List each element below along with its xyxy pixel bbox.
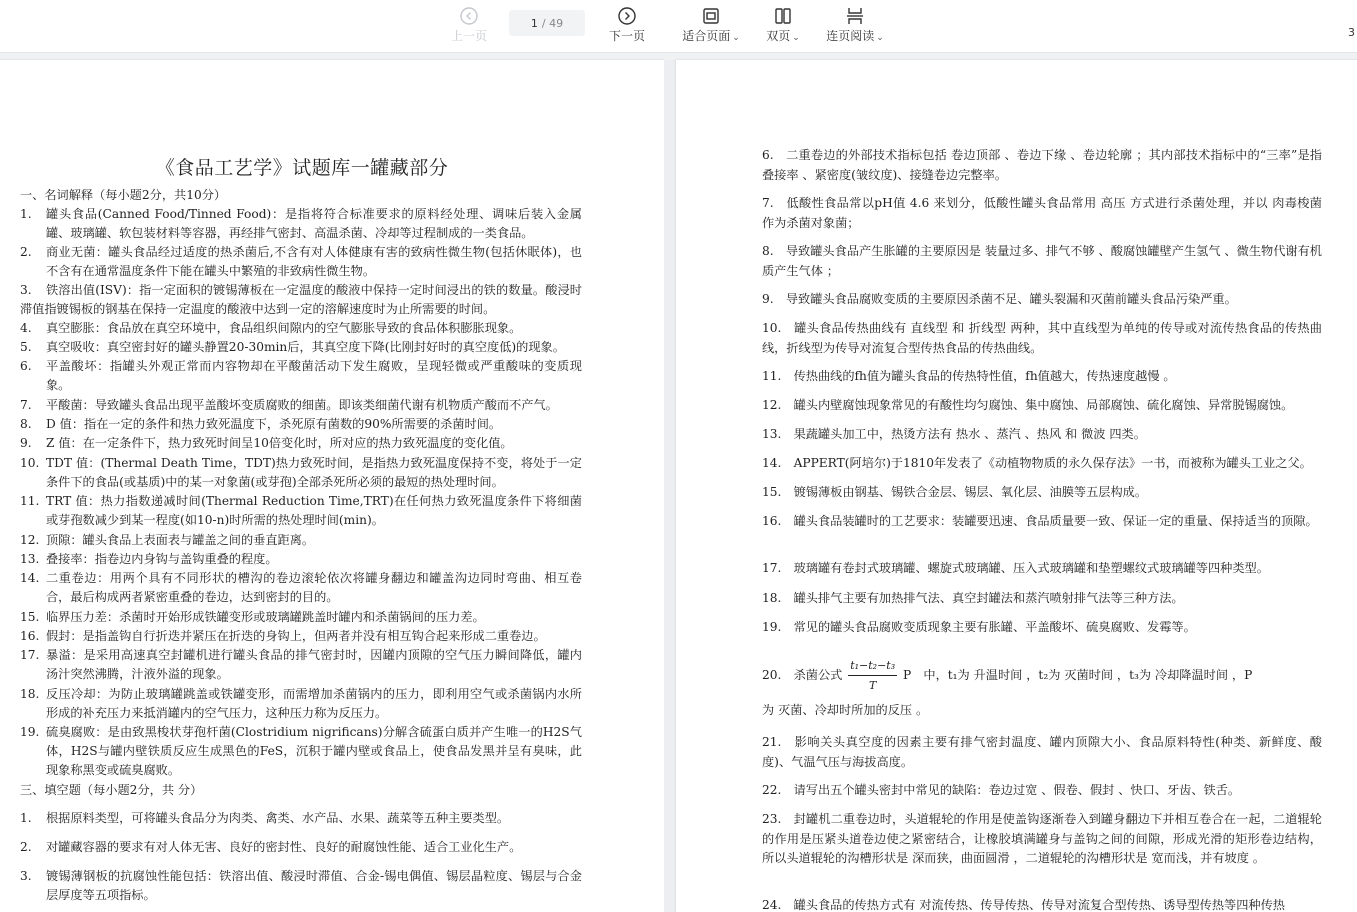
section-heading-fill-in: 三、填空题（每小题2分，共 分）	[20, 783, 203, 797]
fill-in-item: 1. 根据原料类型，可将罐头食品分为肉类、禽类、水产品、水果、蔬菜等五种主要类型。	[20, 811, 510, 825]
next-page-label: 下一页	[608, 29, 645, 43]
definition-item: 14. 二重卷边：用两个具有不同形状的槽沟的卷边滚轮依次将罐身翻边和罐盖沟边同时弯曲、相互卷合，最后构成两者紧密重叠的卷边，达到密封的目的。	[20, 571, 582, 604]
fit-page-dropdown[interactable]	[679, 4, 743, 48]
fill-in-item: 11. 传热曲线的fh值为罐头食品的传热特性值，fh值越大，传热速度越慢 。	[762, 369, 1176, 383]
fill-in-item: 22. 请写出五个罐头密封中常见的缺陷：卷边过宽 、假卷、假封 、快口、牙齿、铁舌。	[762, 783, 1241, 797]
chevron-down-icon: ⌄	[732, 33, 740, 43]
definition-item: 12. 顶隙：罐头食品上表面表与罐盖之间的垂直距离。	[20, 533, 315, 547]
double-page-label: 双页	[766, 29, 791, 43]
page-gutter	[664, 60, 676, 912]
definition-item: 16. 假封：是指盖钩自行折迭并紧压在折迭的身钩上，但两者并没有相互钩合起来形成二重卷边。	[20, 629, 546, 643]
fill-in-item: 14. APPERT(阿培尔)于1810年发表了《动植物物质的永久保存法》一书，而被称为罐头工业之父。	[762, 456, 1312, 470]
definition-item: 4. 真空膨胀：食品放在真空环境中，食品组织间隙内的空气膨胀导致的食品体积膨胀现象。	[20, 321, 522, 335]
formula-numerator: t₁−t₂−t₃	[848, 656, 897, 676]
toolbar-edge-mark: 3	[1348, 26, 1355, 39]
formula-line2: 为 灭菌、冷却时所加的反压 。	[762, 703, 929, 717]
definition-item: 18. 反压冷却：为防止玻璃罐跳盖或铁罐变形，而需增加杀菌锅内的压力，即利用空气或杀菌锅内水所形成的补充压力来抵消罐内的空气压力，这种压力称为反压力。	[20, 687, 582, 720]
fill-in-item: 19. 常见的罐头食品腐败变质现象主要有胀罐、平盖酸坏、硫臭腐败、发霉等。	[762, 620, 1196, 634]
fit-page-label: 适合页面	[682, 29, 731, 43]
fill-in-item: 16. 罐头食品装罐时的工艺要求：装罐要迅速、食品质量要一致、保证一定的重量、保持适当的顶隙。	[762, 514, 1318, 528]
continuous-read-label: 连页阅读	[826, 29, 875, 43]
definition-item: 5. 真空吸收：真空密封好的罐头静置20-30min后，其真空度下降(比刚封好时的真空度低)的现象。	[20, 340, 565, 354]
continuous-scroll-icon	[845, 6, 865, 26]
fill-in-item: 21. 影响关头真空度的因素主要有排气密封温度、罐内顶隙大小、食品原料特性(种类、新鲜度、酸度)、气温气压与海拔高度。	[762, 735, 1322, 769]
continuous-read-dropdown[interactable]	[822, 4, 888, 48]
total-pages: / 49	[541, 16, 564, 30]
fill-in-item: 8. 导致罐头食品产生胀罐的主要原因是 装量过多、排气不够 、酸腐蚀罐壁产生氢气 、微生物代谢有机质产生气体 ；	[762, 244, 1322, 278]
fill-in-item: 13. 果蔬罐头加工中，热烫方法有 热水 、蒸汽 、热风 和 微波 四类。	[762, 427, 1146, 441]
page-number-box[interactable]	[509, 10, 585, 36]
section-heading-definitions: 一、名词解释（每小题2分，共10分）	[20, 188, 227, 202]
fill-in-item: 7. 低酸性食品常以pH值 4.6 来划分，低酸性罐头食品常用 高压 方式进行杀菌处理，并以 肉毒梭菌 作为杀菌对象菌；	[762, 196, 1322, 230]
document-page-right	[676, 60, 1357, 912]
document-page-left	[0, 60, 664, 912]
viewer-toolbar	[0, 0, 1357, 53]
fill-in-item: 17. 玻璃罐有卷封式玻璃罐、螺旋式玻璃罐、压入式玻璃罐和垫塑螺纹式玻璃罐等四种类型。	[762, 561, 1269, 575]
chevron-down-icon: ⌄	[876, 33, 884, 43]
definition-item: 8. D 值：指在一定的条件和热力致死温度下，杀死原有菌数的90%所需要的杀菌时间。	[20, 417, 502, 431]
definition-item: 6. 平盖酸坏：指罐头外观正常而内容物却在平酸菌活动下发生腐败，呈现轻微或严重酸味的变质现象。	[20, 359, 582, 392]
definition-item: 11. TRT 值：热力指数递减时间(Thermal Reduction Time,TRT)在任何热力致死温度条件下将细菌或芽孢数减少到某一程度(如10-n)时所需的热处理时间(min)。	[20, 494, 582, 527]
sterilization-formula-item	[762, 656, 1322, 720]
prev-page-label: 上一页	[450, 29, 487, 43]
fill-in-item: 15. 镀锡薄板由钢基、锡铁合金层、锡层、氧化层、油膜等五层构成。	[762, 485, 1148, 499]
formula-fraction	[848, 656, 897, 695]
definition-item: 7. 平酸菌：导致罐头食品出现平盖酸坏变质腐败的细菌。即该类细菌代谢有机物质产酸而不产气。	[20, 398, 558, 412]
chevron-up-circle-icon	[459, 6, 479, 26]
next-page-button[interactable]	[605, 4, 649, 48]
definition-item: 3. 铁溶出值(ISV)：指一定面积的镀锡薄板在一定温度的酸液中保持一定时间浸出的铁的数量。酸浸时滞值指镀锡板的钢基在保持一定温度的酸液中达到一定的溶解速度时为止所需要的时间。	[20, 283, 582, 316]
chevron-down-icon: ⌄	[792, 33, 800, 43]
double-page-icon	[773, 6, 793, 26]
definition-item: 2. 商业无菌：罐头食品经过适度的热杀菌后,不含有对人体健康有害的致病性微生物(包括休眠体)，也不含有在通常温度条件下能在罐头中繁殖的非致病性微生物。	[20, 245, 582, 278]
chevron-right-circle-icon	[617, 6, 637, 26]
definition-item: 13. 叠接率：指卷边内身钩与盖钩重叠的程度。	[20, 552, 278, 566]
double-page-dropdown[interactable]	[763, 4, 803, 48]
fill-in-item: 6. 二重卷边的外部技术指标包括 卷边顶部 、卷边下缘 、卷边轮廓 ；其内部技术指标中的“三率”是指 叠接率 、紧密度(皱纹度)、接缝卷边完整率。	[762, 148, 1322, 182]
fill-in-item: 23. 封罐机二重卷边时，头道辊轮的作用是使盖钩逐渐卷入到罐身翻边下并相互卷合在一起，二道辊轮的作用是压紧头道卷边使之紧密结合，让橡胶填满罐身与盖钩之间的间隙，形成光滑的矩形卷边结构，所以头道辊轮的沟槽形状是 深而狭，曲面圆滑 ，二道辊轮的沟槽形状是 宽而浅，并有坡度 。	[762, 812, 1322, 865]
formula-description: P 中，t₁为 升温时间 ，t₂为 灭菌时间 ，t₃为 冷却降温时间 ，P	[903, 668, 1253, 682]
formula-prefix: 20. 杀菌公式	[762, 668, 843, 682]
definition-item: 9. Z 值：在一定条件下，热力致死时间呈10倍变化时，所对应的热力致死温度的变化值。	[20, 436, 513, 450]
fill-in-item: 24. 罐头食品的传热方式有 对流传热、传导传热、传导对流复合型传热、诱导型传热等四种传热	[762, 898, 1285, 912]
document-title: 《食品工艺学》试题库一罐藏部分	[155, 157, 449, 179]
formula-denominator: T	[869, 679, 877, 692]
fit-page-icon	[701, 6, 721, 26]
fill-in-item: 9. 导致罐头食品腐败变质的主要原因杀菌不足、罐头裂漏和灭菌前罐头食品污染严重。	[762, 292, 1237, 306]
fill-in-item: 2. 对罐藏容器的要求有对人体无害、良好的密封性、良好的耐腐蚀性能、适合工业化生产。	[20, 840, 522, 854]
definition-item: 1. 罐头食品(Canned Food/Tinned Food)：是指将符合标准要求的原料经处理、调味后装入金属罐、玻璃罐、软包装材料等容器，再经排气密封、高温杀菌、冷却等过程制成的一类食品。	[20, 207, 582, 240]
definition-item: 10. TDT 值：(Thermal Death Time，TDT)热力致死时间，是指热力致死温度保持不变，将处于一定条件下的食品(或基质)中的某一对象菌(或芽孢)全部杀死所必须的最短的热处理时间。	[20, 456, 582, 489]
fill-in-item: 10. 罐头食品传热曲线有 直线型 和 折线型 两种，其中直线型为单纯的传导或对流传热食品的传热曲线，折线型为传导对流复合型传热食品的传热曲线。	[762, 321, 1322, 355]
prev-page-button[interactable]	[448, 4, 490, 48]
definition-item: 19. 硫臭腐败：是由致黑梭状芽孢杆菌(Clostridium nigrificans)分解含硫蛋白质并产生唯一的H2S气体，H2S与罐内壁铁质反应生成黑色的FeS，沉积于罐内壁或食品上，使食品发黑并呈有臭味，此现象称黑变或硫臭腐败。	[20, 725, 582, 777]
definition-item: 15. 临界压力差：杀菌时开始形成铁罐变形或玻璃罐跳盖时罐内和杀菌锅间的压力差。	[20, 610, 485, 624]
current-page-input[interactable]: 1	[530, 16, 538, 30]
fill-in-item: 12. 罐头内壁腐蚀现象常见的有酸性均匀腐蚀、集中腐蚀、局部腐蚀、硫化腐蚀、异常脱锡腐蚀。	[762, 398, 1294, 412]
fill-in-item: 18. 罐头排气主要有加热排气法、真空封罐法和蒸汽喷射排气法等三种方法。	[762, 591, 1184, 605]
fill-in-item: 3. 镀锡薄钢板的抗腐蚀性能包括：铁溶出值、酸浸时滞值、合金-锡电偶值、锡层晶粒度、锡层与合金层厚度等五项指标。	[20, 869, 582, 902]
definition-item: 17. 暴溢：是采用高速真空封罐机进行罐头食品的排气密封时，因罐内顶隙的空气压力瞬间降低，罐内汤汁突然沸腾，汁液外溢的现象。	[20, 648, 582, 681]
